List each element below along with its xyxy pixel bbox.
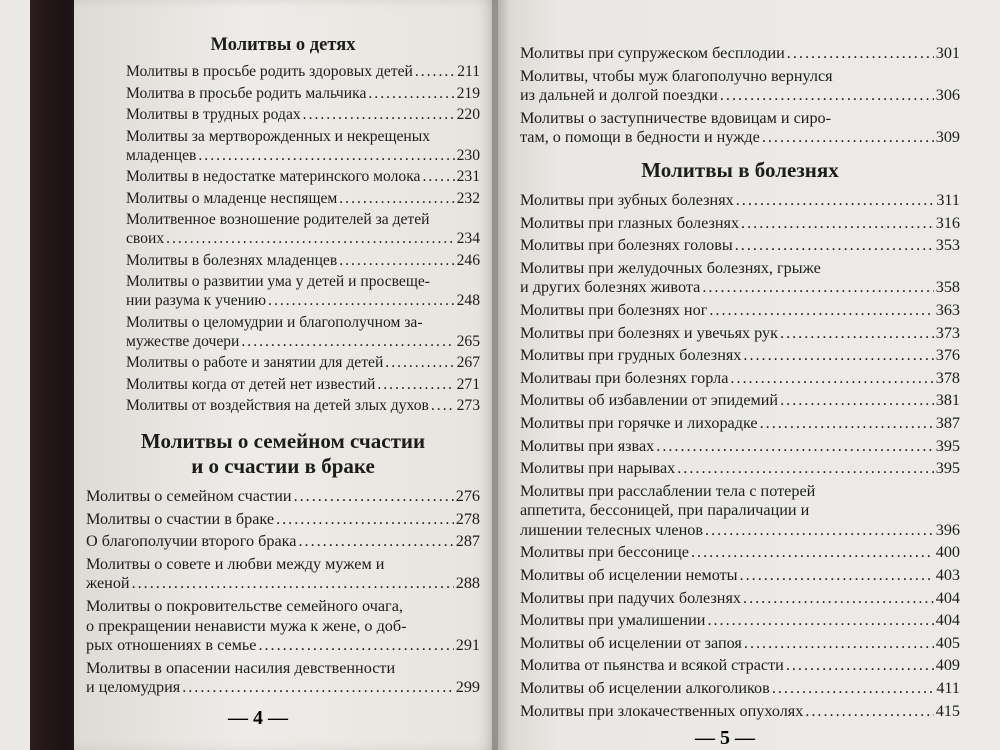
toc-dot-leader — [241, 332, 454, 351]
toc-entry-last-line — [520, 656, 960, 676]
toc-entry-text-line: о прекращении ненависти мужа к жене, о доб- — [86, 616, 407, 635]
toc-entry-title: Молитвы об исцелении алкоголиков — [520, 679, 770, 698]
toc-page-number: 405 — [935, 633, 960, 652]
toc-entry-text-line: Молитвы за мертворожденных и некрещеных — [126, 127, 431, 145]
toc-entry-last-line — [520, 634, 960, 654]
toc-dot-leader — [368, 84, 454, 103]
toc-dot-leader — [166, 229, 454, 248]
toc-entry-title: Молитвы при глазных болезнях — [520, 213, 740, 232]
toc-entry — [520, 482, 960, 541]
section-title-illness: Молитвы в болезнях — [641, 157, 839, 182]
toc-entry-title: младенцев — [126, 146, 197, 164]
toc-entry-title: Молитвы при язвах — [520, 436, 655, 455]
toc-entry-last-line — [520, 369, 960, 389]
toc-page-number: 267 — [456, 354, 480, 371]
toc-dot-leader — [760, 414, 934, 434]
toc-entry-title: своих — [126, 230, 165, 247]
toc-dot-leader — [198, 146, 454, 165]
toc-entry-title: Молитвы при падучих болезнях — [520, 588, 742, 607]
toc-dot-leader — [762, 128, 934, 148]
toc-page-number: 404 — [935, 588, 960, 607]
toc-entry-last-line — [520, 611, 960, 631]
toc-page-number: 287 — [455, 532, 480, 551]
toc-entry-last-line — [520, 543, 960, 563]
toc-dot-leader — [780, 391, 934, 411]
toc-entry-title: Молитвы при бессонице — [520, 543, 689, 562]
toc-dot-leader — [705, 521, 934, 541]
toc-page-number: 306 — [935, 86, 960, 105]
toc-entry — [86, 210, 480, 248]
toc-dot-leader — [132, 574, 454, 594]
toc-entry — [86, 659, 480, 698]
toc-entry-last-line — [520, 324, 960, 344]
toc-entry — [86, 353, 480, 372]
toc-entry — [520, 589, 960, 609]
toc-entry-text-line: Молитвы о совете и любви между мужем и — [86, 554, 385, 573]
toc-entry-title: Молитвы в просьбе родить здоровых детей — [126, 63, 413, 80]
toc-page-number: 415 — [935, 701, 960, 720]
toc-list-children — [86, 62, 480, 415]
toc-entry-last-line — [126, 396, 480, 415]
toc-page-number: 404 — [935, 611, 960, 630]
toc-entry-last-line — [126, 229, 480, 248]
toc-entry-last-line — [520, 679, 960, 699]
toc-page-number: 363 — [935, 300, 960, 319]
toc-page-number: 248 — [456, 292, 480, 309]
toc-entry-title: женой — [86, 574, 130, 593]
toc-dot-leader — [258, 636, 453, 656]
toc-entry-last-line — [520, 44, 960, 64]
toc-entry — [520, 324, 960, 344]
toc-entry-title: Молитвы при злокачественных опухолях — [520, 701, 804, 720]
toc-entry-last-line — [520, 414, 960, 434]
toc-entry — [86, 532, 480, 552]
toc-entry — [520, 236, 960, 256]
toc-entry — [86, 510, 480, 530]
toc-entry-title: Молитвы в болезнях младенцев — [126, 251, 338, 269]
toc-entry — [86, 487, 480, 507]
toc-page-number: 395 — [935, 459, 960, 478]
toc-entry — [86, 167, 480, 186]
toc-entry — [520, 44, 960, 64]
toc-entry-last-line — [86, 678, 480, 698]
toc-page-number: 378 — [935, 368, 960, 387]
toc-entry-last-line — [520, 391, 960, 411]
toc-page-number: 232 — [456, 189, 480, 207]
toc-page-number: 230 — [456, 146, 480, 164]
toc-page-number: 353 — [935, 236, 960, 255]
toc-page-number: 246 — [456, 251, 480, 269]
toc-page-number: 395 — [935, 436, 960, 455]
toc-entry-last-line — [520, 459, 960, 479]
toc-entry — [520, 391, 960, 411]
toc-entry — [520, 214, 960, 234]
toc-dot-leader — [415, 62, 455, 81]
section-title-family-line1: Молитвы о семейном счастии — [140, 429, 426, 453]
toc-entry-title: Молитвы об избавлении от эпидемий — [520, 391, 779, 410]
toc-entry — [520, 109, 960, 148]
toc-entry — [520, 634, 960, 654]
toc-entry — [520, 656, 960, 676]
toc-entry-text-line: Молитвы в опасении насилия девственности — [86, 658, 396, 677]
toc-page-number: 276 — [455, 487, 480, 505]
toc-entry — [520, 437, 960, 457]
toc-page-number: 381 — [935, 391, 960, 410]
toc-dot-leader — [385, 353, 454, 372]
toc-entry-title: Молитвы о работе и занятии для детей — [126, 354, 384, 371]
toc-dot-leader — [303, 105, 455, 124]
toc-entry-last-line — [520, 128, 960, 148]
toc-page-number: 291 — [455, 636, 480, 655]
toc-entry — [86, 313, 480, 351]
toc-entry-title: Молитвы при болезнях и увечьях рук — [520, 323, 779, 342]
toc-page-number: 309 — [935, 128, 960, 147]
toc-dot-leader — [707, 611, 933, 631]
toc-entry-title: Молитвы при зубных болезнях — [520, 190, 734, 209]
toc-entry-last-line — [126, 375, 480, 394]
toc-entry-last-line — [86, 487, 480, 507]
toc-entry-title: и целомудрия — [86, 678, 181, 697]
toc-entry — [520, 679, 960, 699]
toc-entry-last-line — [126, 167, 480, 186]
toc-page-number: 400 — [935, 543, 960, 562]
toc-page-number: 409 — [935, 656, 960, 675]
toc-entry-title: О благополучии второго брака — [86, 532, 297, 551]
toc-page-number: 316 — [935, 213, 960, 232]
toc-entry-last-line — [126, 353, 480, 372]
page-number-right: — 5 — — [695, 727, 755, 749]
toc-entry-last-line — [520, 702, 960, 722]
toc-entry — [86, 597, 480, 656]
toc-entry-title: Молитвы при горячке и лихорадке — [520, 413, 758, 432]
toc-dot-leader — [736, 191, 935, 211]
toc-entry-title: Молитвы когда от детей нет известий — [126, 375, 376, 393]
toc-entry-last-line — [86, 510, 480, 530]
toc-dot-leader — [709, 301, 933, 321]
toc-dot-leader — [182, 678, 454, 698]
toc-page-number: 396 — [935, 520, 960, 539]
toc-dot-leader — [339, 251, 454, 270]
toc-entry-title: Молитвы о счастии в браке — [86, 509, 275, 528]
toc-dot-leader — [268, 291, 455, 310]
toc-entry-title: там, о помощи в бедности и нужде — [520, 128, 760, 147]
section-title-family — [86, 429, 480, 479]
toc-entry — [520, 566, 960, 586]
toc-entry-text-line: Молитвы о покровительстве семейного очага, — [86, 596, 403, 615]
toc-entry-last-line — [520, 589, 960, 609]
section-title-family-line2: и о счастии в браке — [191, 454, 375, 478]
toc-entry-title: Молитвы о семейном счастии — [86, 487, 292, 505]
toc-entry-last-line — [520, 214, 960, 234]
toc-page-number: 376 — [935, 346, 960, 365]
toc-entry-title: Молитвы от воздействия на детей злых духов — [126, 397, 429, 414]
toc-entry — [520, 67, 960, 106]
toc-entry — [86, 555, 480, 594]
toc-entry-title: Молитвы в недостатке материнского молока — [126, 168, 421, 185]
toc-entry-last-line — [520, 236, 960, 256]
toc-entry — [86, 272, 480, 310]
toc-dot-leader — [805, 702, 933, 722]
toc-entry-last-line — [86, 532, 480, 552]
toc-entry-text-line: Молитвенное возношение родителей за детей — [126, 211, 430, 228]
toc-dot-leader — [656, 437, 933, 457]
toc-entry-last-line — [520, 191, 960, 211]
toc-dot-leader — [740, 566, 934, 586]
toc-page-number: 358 — [935, 278, 960, 297]
toc-dot-leader — [276, 510, 454, 530]
toc-entry-title: рых отношениях в семье — [86, 636, 257, 655]
toc-page-number: 271 — [456, 375, 480, 393]
toc-entry-title: Молитвы об исцелении немоты — [520, 566, 738, 585]
spine-shadow — [492, 0, 510, 750]
toc-dot-leader — [298, 532, 453, 552]
toc-entry-last-line — [86, 574, 480, 594]
toc-entry-last-line — [126, 62, 480, 81]
toc-entry-title: Молитвы при болезнях головы — [520, 236, 733, 255]
left-page — [74, 0, 498, 750]
toc-dot-leader — [735, 236, 934, 256]
toc-entry — [520, 459, 960, 479]
toc-list-family — [86, 487, 480, 698]
toc-page-number: 288 — [455, 574, 480, 593]
toc-dot-leader — [720, 86, 934, 106]
toc-entry — [520, 191, 960, 211]
toc-entry-title: нии разума к учению — [126, 292, 267, 309]
toc-entry-title: Молитвы при умалишении — [520, 611, 706, 630]
toc-page-number: 211 — [457, 63, 480, 80]
toc-entry-last-line — [126, 251, 480, 270]
toc-entry-last-line — [520, 437, 960, 457]
toc-dot-leader — [744, 634, 934, 654]
toc-entry-title: Молитвы об исцелении от запоя — [520, 633, 742, 652]
toc-dot-leader — [780, 324, 934, 344]
toc-entry — [86, 62, 480, 81]
toc-entry-last-line — [126, 105, 480, 124]
toc-list-family-continued — [520, 44, 960, 148]
toc-entry-last-line — [520, 86, 960, 106]
toc-dot-leader — [691, 543, 934, 563]
toc-entry-last-line — [520, 521, 960, 541]
toc-dot-leader — [339, 189, 454, 208]
toc-dot-leader — [743, 346, 933, 366]
toc-entry-last-line — [520, 278, 960, 298]
toc-entry-title: Молитвы о младенце неспящем — [126, 189, 338, 207]
toc-entry — [520, 414, 960, 434]
section-title-children: Молитвы о детях — [210, 35, 356, 55]
toc-entry-title: Молитвы при болезнях ног — [520, 300, 708, 319]
toc-entry-text-line: Молитвы о заступничестве вдовицам и сиро- — [520, 108, 832, 127]
toc-dot-leader — [377, 375, 454, 394]
toc-page-number: 278 — [455, 509, 480, 528]
toc-list-illness — [520, 191, 960, 721]
toc-entry-text-line: Молитвы при расслаблении тела с потерей — [520, 481, 816, 500]
toc-entry — [86, 375, 480, 394]
toc-entry-last-line — [520, 346, 960, 366]
toc-entry — [86, 189, 480, 208]
toc-entry-last-line — [520, 566, 960, 586]
toc-entry-title: мужестве дочери — [126, 332, 240, 350]
toc-dot-leader — [743, 589, 934, 609]
toc-entry — [520, 301, 960, 321]
toc-entry-title: и других болезнях живота — [520, 278, 701, 297]
toc-entry-title: Молитвы при супружеском бесплодии — [520, 44, 785, 62]
toc-page-number: 403 — [935, 566, 960, 585]
toc-entry — [520, 369, 960, 389]
toc-entry-title: Молитва от пьянства и всякой страсти — [520, 656, 784, 675]
toc-page-number: 411 — [936, 679, 960, 698]
toc-entry — [86, 251, 480, 270]
toc-entry-last-line — [520, 301, 960, 321]
toc-page-number: 373 — [935, 323, 960, 342]
toc-page-number: 387 — [935, 413, 960, 432]
right-page — [498, 0, 1000, 750]
toc-entry — [520, 346, 960, 366]
toc-page-number: 301 — [935, 44, 960, 62]
toc-page-number: 220 — [456, 106, 480, 123]
toc-dot-leader — [294, 487, 454, 507]
toc-entry-title: лишении телесных членов — [520, 520, 704, 539]
toc-entry-text-line: Молитвы о развитии ума у детей и просвеще- — [126, 273, 430, 290]
toc-entry-last-line — [126, 189, 480, 208]
toc-dot-leader — [422, 167, 454, 186]
toc-entry-text-line: Молитвы при желудочных болезнях, грыже — [520, 258, 821, 277]
toc-page-number: 219 — [456, 84, 480, 102]
toc-entry-title: Молитвы при нарывах — [520, 459, 676, 478]
toc-entry-last-line — [126, 146, 480, 165]
toc-page-number: 231 — [456, 168, 480, 185]
toc-entry — [86, 105, 480, 124]
toc-dot-leader — [741, 214, 934, 234]
toc-entry — [520, 702, 960, 722]
toc-entry-last-line — [126, 332, 480, 351]
toc-entry — [86, 396, 480, 415]
toc-entry — [520, 259, 960, 298]
toc-entry-title: Молитвы в трудных родах — [126, 106, 301, 123]
toc-entry-title: Молитваы при болезнях горла — [520, 368, 729, 387]
toc-entry-title: Молитвы при грудных болезнях — [520, 346, 742, 365]
toc-entry-text-line: аппетита, бессоницей, при параличации и — [520, 501, 810, 520]
toc-entry — [86, 84, 480, 103]
toc-page-number: 265 — [456, 332, 480, 350]
toc-entry-last-line — [86, 636, 480, 656]
toc-entry — [520, 611, 960, 631]
toc-page-number: 273 — [456, 397, 480, 414]
toc-entry-text-line: Молитвы, чтобы муж благополучно вернулся — [520, 66, 833, 85]
toc-page-number: 299 — [455, 678, 480, 697]
toc-entry-title: Молитва в просьбе родить мальчика — [126, 84, 367, 102]
toc-dot-leader — [702, 278, 933, 298]
toc-page-number: 234 — [456, 230, 480, 247]
toc-entry-last-line — [126, 291, 480, 310]
toc-entry-text-line: Молитвы о целомудрии и благополучном за- — [126, 313, 423, 331]
toc-dot-leader — [677, 459, 933, 479]
toc-dot-leader — [772, 679, 935, 699]
toc-dot-leader — [730, 369, 933, 389]
toc-entry-last-line — [126, 84, 480, 103]
toc-entry — [520, 543, 960, 563]
toc-entry-title: из дальней и долгой поездки — [520, 86, 718, 105]
page-number-left: — 4 — — [228, 707, 288, 729]
toc-dot-leader — [431, 396, 455, 415]
toc-page-number: 311 — [936, 190, 960, 209]
toc-entry — [86, 127, 480, 165]
toc-dot-leader — [787, 44, 934, 64]
toc-dot-leader — [786, 656, 934, 676]
